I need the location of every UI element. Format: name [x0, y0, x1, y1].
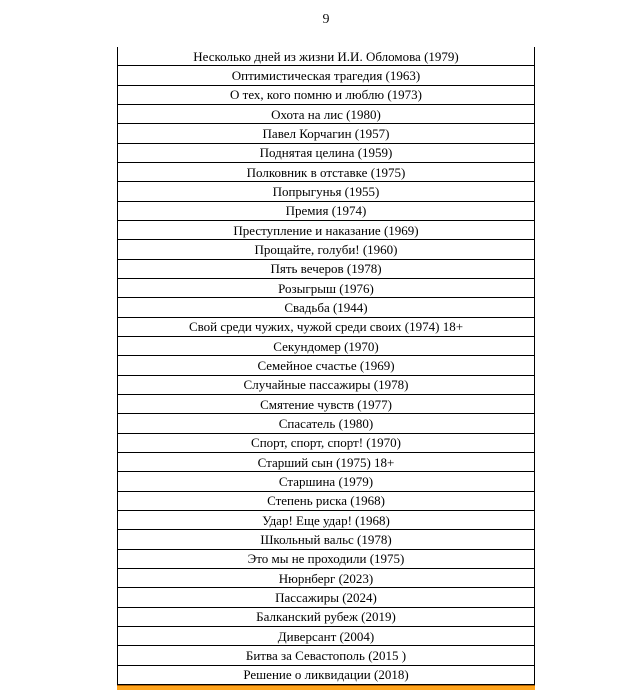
table-row: Свой среди чужих, чужой среди своих (1974) 18+: [118, 318, 534, 337]
table-row: Прощайте, голуби! (1960): [118, 240, 534, 259]
table-row: О тех, кого помню и люблю (1973): [118, 86, 534, 105]
table-row: Старший сын (1975) 18+: [118, 453, 534, 472]
table-row: Попрыгунья (1955): [118, 182, 534, 201]
films-table: [117, 47, 535, 685]
table-row: Это мы не проходили (1975): [118, 550, 534, 569]
page-number: 9: [322, 12, 330, 27]
table-row: Охота на лис (1980): [118, 105, 534, 124]
table-row: Оптимистическая трагедия (1963): [118, 66, 534, 85]
table-row: Пассажиры (2024): [118, 588, 534, 607]
table-row: Случайные пассажиры (1978): [118, 376, 534, 395]
table-row: Спасатель (1980): [118, 414, 534, 433]
table-row: Секундомер (1970): [118, 337, 534, 356]
table-row: Свадьба (1944): [118, 298, 534, 317]
table-row: Смятение чувств (1977): [118, 395, 534, 414]
table-row: Спорт, спорт, спорт! (1970): [118, 434, 534, 453]
table-row: Несколько дней из жизни И.И. Обломова (1979): [118, 47, 534, 66]
table-row: Степень риска (1968): [118, 492, 534, 511]
table-row: Решение о ликвидации (2018): [118, 666, 534, 685]
table-row: Премия (1974): [118, 202, 534, 221]
table-row: Полковник в отставке (1975): [118, 163, 534, 182]
table-row: Битва за Севастополь (2015 ): [118, 646, 534, 665]
table-row: Пять вечеров (1978): [118, 260, 534, 279]
table-row: Семейное счастье (1969): [118, 356, 534, 375]
table-row: Павел Корчагин (1957): [118, 124, 534, 143]
highlighted-row-partial: [117, 685, 535, 690]
table-row: Балканский рубеж (2019): [118, 608, 534, 627]
table-row: Диверсант (2004): [118, 627, 534, 646]
table-row: Нюрнберг (2023): [118, 569, 534, 588]
table-row: Удар! Еще удар! (1968): [118, 511, 534, 530]
table-row: Школьный вальс (1978): [118, 530, 534, 549]
table-row: Старшина (1979): [118, 472, 534, 491]
table-row: Розыгрыш (1976): [118, 279, 534, 298]
table-row: Преступление и наказание (1969): [118, 221, 534, 240]
table-row: Поднятая целина (1959): [118, 144, 534, 163]
